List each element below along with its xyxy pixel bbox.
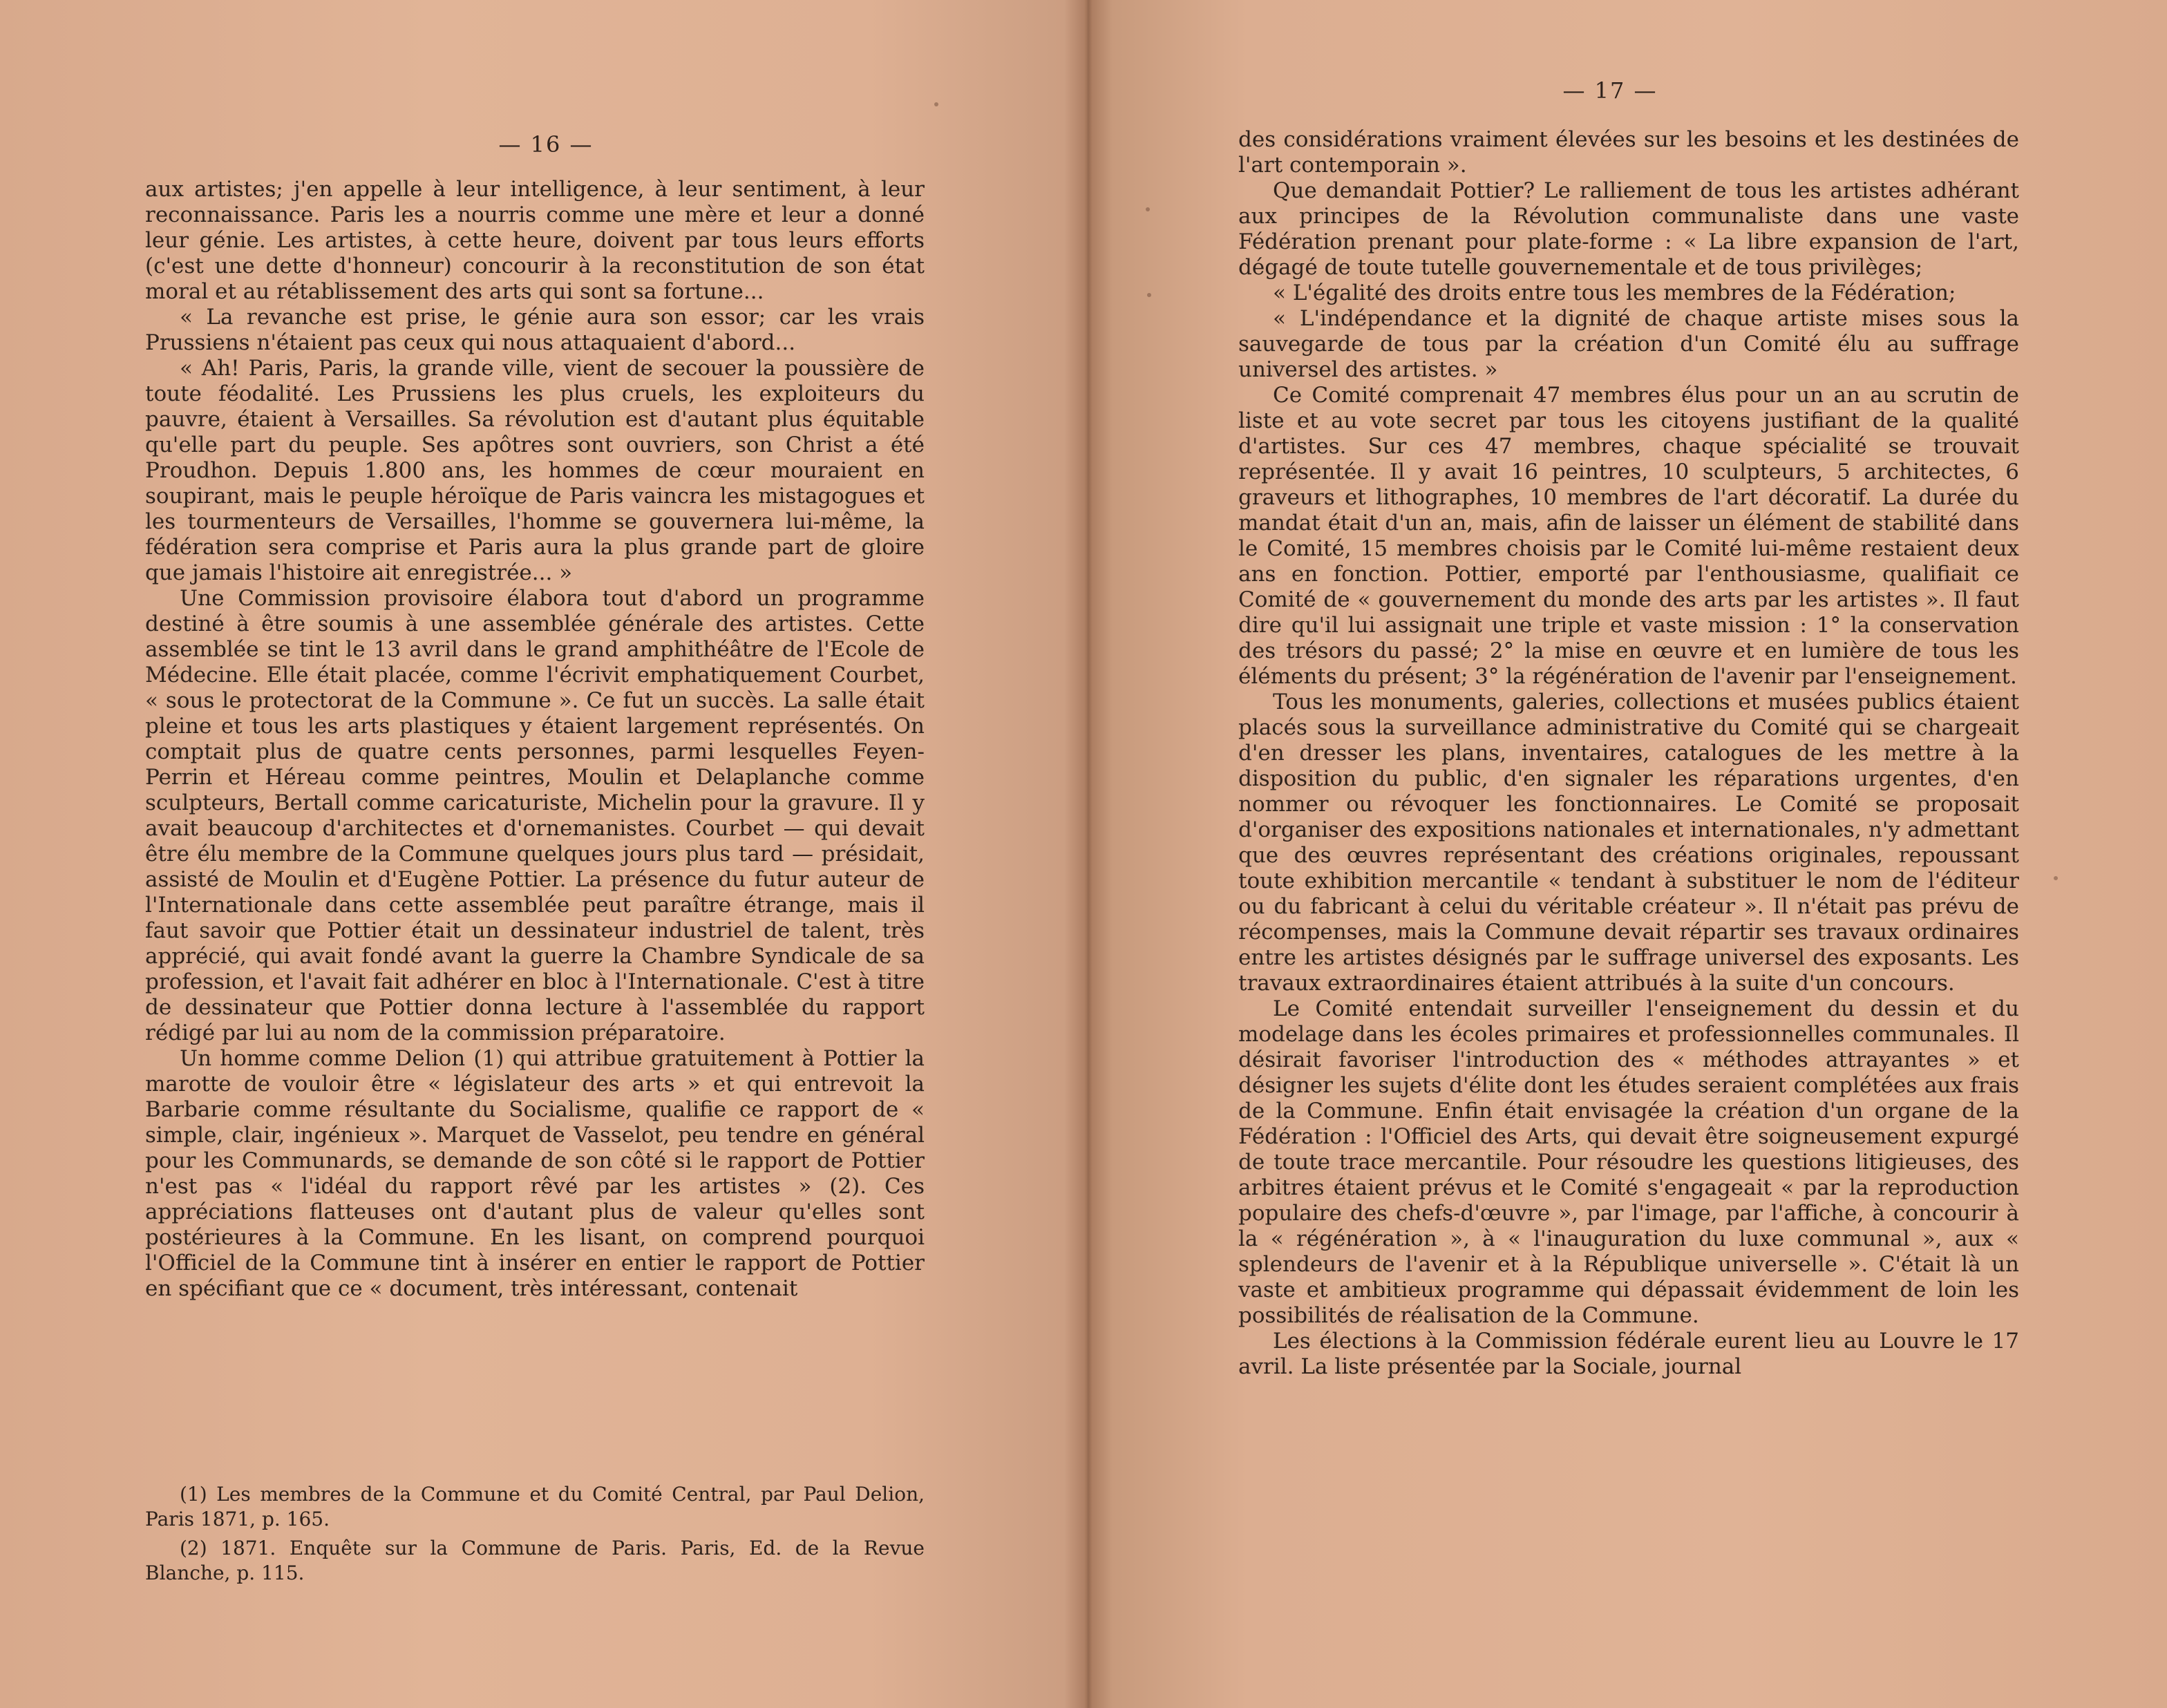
- paper-speck: [2054, 876, 2058, 880]
- paragraph: Les élections à la Commission fédérale eurent lieu au Louvre le 17 avril. La liste présentée par la Sociale, journal: [1238, 1329, 2019, 1379]
- paragraph: aux artistes; j'en appelle à leur intelligence, à leur sentiment, à leur reconnaissance. Paris les a nourris comme une mère et leur a donné leur génie. Les artistes, à cette heure, doivent par tous leurs efforts (c'est une dette d'honneur) concourir à la reconstitution de son état moral et au rétablissement des arts qui sont sa fortune...: [145, 177, 925, 304]
- paragraph: Une Commission provisoire élabora tout d'abord un programme destiné à être soumis à une assemblée générale des artistes. Cette assemblée se tint le 13 avril dans le grand amphithéâtre de l'Ecole de Médecine. Elle était placée, comme l'écrivit emphatiquement Courbet, « sous le protectorat de la Commune ». Ce fut un succès. La salle était pleine et tous les arts plastiques y étaient largement représentés. On comptait plus de quatre cents personnes, parmi lesquelles Feyen-Perrin et Héreau comme peintres, Moulin et Delaplanche comme sculpteurs, Bertall comme caricaturiste, Michelin pour la gravure. Il y avait beaucoup d'architectes et d'ornemanistes. Courbet — qui devait être élu membre de la Commune quelques jours plus tard — présidait, assisté de Moulin et d'Eugène Pottier. La présence du futur auteur de l'Internationale dans cette assemblée peut paraître étrange, mais il faut savoir que Pottier était un dessinateur industriel de talent, très apprécié, qui avait fondé avant la guerre la Chambre Syndicale de sa profession, et l'avait fait adhérer en bloc à l'Internationale. C'est à titre de dessinateur que Pottier donna lecture à l'assemblée du rapport rédigé par lui au nom de la commission préparatoire.: [145, 586, 925, 1045]
- footnotes: [145, 1482, 925, 1590]
- paragraph: Le Comité entendait surveiller l'enseignement du dessin et du modelage dans les écoles primaires et professionnelles communales. Il désirait favoriser l'introduction des « méthodes attrayantes » et désigner les sujets d'élite dont les études seraient complétées aux frais de la Commune. Enfin était envisagée la création d'un organe de la Fédération : l'Officiel des Arts, qui devait être soigneusement expurgé de toute trace mercantile. Pour résoudre les questions litigieuses, des arbitres étaient prévus et le Comité s'engageait « par la reproduction populaire des chefs-d'œuvre », par l'image, par l'affiche, à concourir à la « régénération », à « l'inauguration du luxe communal », aux « splendeurs de l'avenir et à la République universelle ». C'était là un vaste et ambitieux programme qui dépassait évidemment de loin les possibilités de réalisation de la Commune.: [1238, 996, 2019, 1328]
- book-gutter: [1064, 0, 1113, 1708]
- right-page: [1085, 0, 2167, 1708]
- paragraph: Un homme comme Delion (1) qui attribue gratuitement à Pottier la marotte de vouloir être « législateur des arts » et qui entrevoit la Barbarie comme résultante du Socialisme, qualifie ce rapport de « simple, clair, ingénieux ». Marquet de Vasselot, peu tendre en général pour les Communards, se demande de son côté si le rapport de Pottier n'est pas « l'idéal du rapport rêvé par les artistes » (2). Ces appréciations flatteuses ont d'autant plus de valeur qu'elles sont postérieures à la Commune. En les lisant, on comprend pourquoi l'Officiel de la Commune tint à insérer en entier le rapport de Pottier en spécifiant que ce « document, très intéressant, contenait: [145, 1046, 925, 1301]
- paragraph: Ce Comité comprenait 47 membres élus pour un an au scrutin de liste et au vote secret par tous les citoyens justifiant de la qualité d'artistes. Sur ces 47 membres, chaque spécialité se trouvait représentée. Il y avait 16 peintres, 10 sculpteurs, 5 architectes, 6 graveurs et lithographes, 10 membres de l'art décoratif. La durée du mandat était d'un an, mais, afin de laisser un élément de stabilité dans le Comité, 15 membres choisis par le Comité lui-même restaient deux ans en fonction. Pottier, emporté par l'enthousiasme, qualifiait ce Comité de « gouvernement du monde des arts par les artistes ». Il faut dire qu'il lui assignait une triple et vaste mission : 1° la conservation des trésors du passé; 2° la mise en œuvre et en lumière de tous les éléments du présent; 3° la régénération de l'avenir par l'enseignement.: [1238, 383, 2019, 689]
- page-number-right: — 17 —: [1562, 77, 1658, 104]
- footnote: (2) 1871. Enquête sur la Commune de Paris. Paris, Ed. de la Revue Blanche, p. 115.: [145, 1537, 925, 1584]
- right-page-body: [1238, 127, 2019, 1380]
- paper-speck: [934, 102, 938, 106]
- page-number-left: — 16 —: [498, 131, 594, 158]
- paper-speck: [1147, 293, 1151, 297]
- paragraph: Tous les monuments, galeries, collections et musées publics étaient placés sous la surveillance administrative du Comité qui se chargeait d'en dresser les plans, inventaires, catalogues de les mettre à la disposition du public, d'en signaler les réparations urgentes, d'en nommer ou révoquer les fonctionnaires. Le Comité se proposait d'organiser des expositions nationales et internationales, n'y admettant que des œuvres représentant des créations originales, repoussant toute exhibition mercantile « tendant à substituer le nom de l'éditeur ou du fabricant à celui du véritable créateur ». Il n'était pas prévu de récompenses, mais la Commune devait répartir ses travaux ordinaires entre les artistes désignés par le suffrage universel des exposants. Les travaux extraordinaires étaient attribués à la suite d'un concours.: [1238, 690, 2019, 996]
- paragraph: « L'indépendance et la dignité de chaque artiste mises sous la sauvegarde de tous par la création d'un Comité élu au suffrage universel des artistes. »: [1238, 306, 2019, 382]
- footnote: (1) Les membres de la Commune et du Comité Central, par Paul Delion, Paris 1871, p. 165.: [145, 1483, 925, 1530]
- paragraph: « Ah! Paris, Paris, la grande ville, vient de secouer la poussière de toute féodalité. Les Prussiens les plus cruels, les exploiteurs du pauvre, étaient à Versailles. Sa révolution est d'autant plus équitable qu'elle part du peuple. Ses apôtres sont ouvriers, son Christ a été Proudhon. Depuis 1.800 ans, les hommes de cœur mouraient en soupirant, mais le peuple héroïque de Paris vaincra les mistagogues et les tourmenteurs de Versailles, l'homme se gouvernera lui-même, la fédération sera comprise et Paris aura la plus grande part de gloire que jamais l'histoire ait enregistrée... »: [145, 356, 925, 585]
- paper-speck: [1146, 207, 1150, 211]
- left-page-body: [145, 177, 925, 1302]
- paragraph: « La revanche est prise, le génie aura son essor; car les vrais Prussiens n'étaient pas ceux qui nous attaquaient d'abord...: [145, 305, 925, 355]
- paragraph: des considérations vraiment élevées sur les besoins et les destinées de l'art contemporain ».: [1238, 127, 2019, 178]
- paragraph: Que demandait Pottier? Le ralliement de tous les artistes adhérant aux principes de la Révolution communaliste dans une vaste Fédération prenant pour plate-forme : « La libre expansion de l'art, dégagé de toute tutelle gouvernementale et de tous privilèges;: [1238, 178, 2019, 280]
- paragraph: « L'égalité des droits entre tous les membres de la Fédération;: [1273, 281, 1956, 305]
